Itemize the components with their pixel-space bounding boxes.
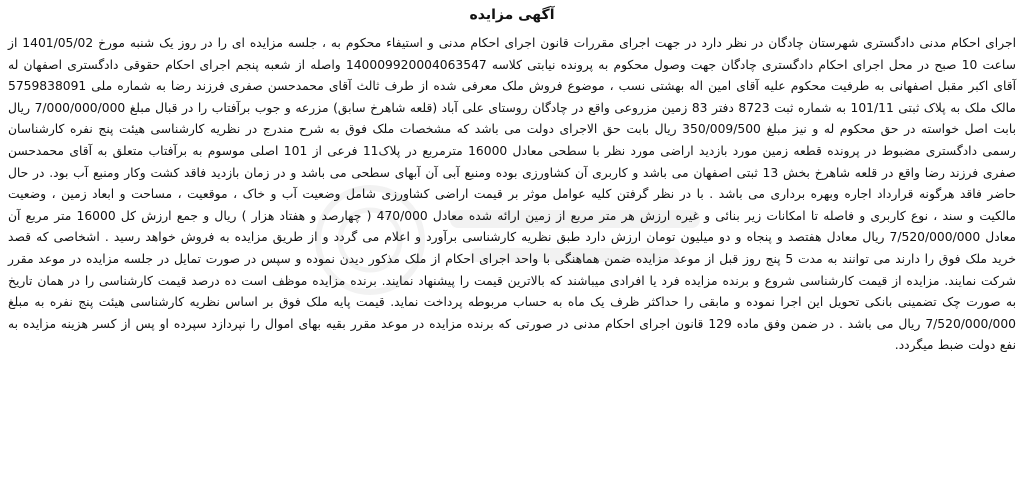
notice-body: اجرای احکام مدنی دادگستری شهرستان چادگان در نظر دارد در جهت اجرای مقررات قانون اجرای احکام مدنی و استیفاء محکوم به ، جلسه مزایده ای را در روز یک شنبه مورخ 1401/05/02 از ساعت 10 صبح در محل اجرای احکام دادگستری چادگان جهت وصول محکوم به پرونده نیابتی کلاسه 140009920004063547 واصله از شعبه پنجم اجرای احکام حقوقی دادگستری اصفهان له آقای اکبر مقبل اصفهانی به طرفیت محکوم علیه آقای امین اله بهشتی نسب ، موضوع فروش ملک معرفی شده از طرف ثالث آقای محمدحسن صفری فرزند رضا به شماره ملی 5759838091 مالک ملک به پلاک ثبتی 101/11 به شماره ثبت 8723 دفتر 83 زمین مزروعی واقع در چادگان روستای علی آباد (قلعه شاهرخ سابق) مزرعه و جوب برآفتاب را در قبال مبلغ 7/000/000/000 ریال بابت اصل خواسته در حق محکوم له و نیز مبلغ 350/009/500 ریال بابت حق الاجرای دولت می باشد که مشخصات ملک فوق به شرح مندرج در نظریه کارشناسی هیئت پنج نفره کارشناسان رسمی دادگستری مضبوط در پرونده قطعه زمین مورد بازدید اراضی مورد نظر با سطحی معادل 16000 مترمربع در پلاک11 فرعی از 101 اصلی موسوم به برآفتاب متعلق به آقای محمدحسن صفری فرزند رضا واقع در قلعه شاهرخ بخش 13 ثبتی اصفهان می باشد و کاربری آن کشاورزی بوده ومنبع آبی آن آبهای سطحی می باشد و در زمان بازدید فاقد کشت وکار ومنبع آب بود. در حال حاضر فاقد هرگونه قرارداد اجاره وبهره برداری می باشد . با در نظر گرفتن کلیه عوامل موثر بر قیمت اراضی کشاورزی شامل وضعیت آب و خاک ، موقعیت ، مساحت و ابعاد زمین ، وضعیت مالکیت و سند ، نوع کاربری و فاصله تا امکانات زیر بنائی و غیره ارزش هر متر مربع از زمین ارائه شده معادل 470/000 ( چهارصد و هفتاد هزار ) ریال و جمع ارزش کل 16000 متر مربع آن معادل 7/520/000/000 ریال معادل هفتصد و پنجاه و دو میلیون تومان ارزش دارد طبق نظریه کارشناسی برآورد و اعلام می گردد و از طریق مزایده به فروش خواهد رسید . اشخاصی که قصد خرید ملک فوق را دارند می توانند به مدت 5 پنج روز قبل از موعد مزایده ضمن هماهنگی با واحد اجرای احکام از ملک مذکور دیدن نموده و سپس در صورت تمایل در جلسه مزایده در موعد مقرر شرکت نمایند. مزایده از قیمت کارشناسی شروع و برنده مزایده فرد یا افرادی میباشند که بالاترین قیمت را پیشنهاد نمایند. برنده مزایده موظف است ده درصد قیمت کارشناسی را در همان تاریخ به صورت چک تضمینی بانکی تحویل این اجرا نموده و مابقی را حداکثر ظرف یک ماه به حساب مربوطه پرداخت نماید. قیمت پایه ملک فوق بر اساس نظریه کارشناسی هیئت پنج نفره به مبلغ 7/520/000/000 ریال می باشد . در ضمن وفق ماده 129 قانون اجرای احکام مدنی در صورتی که برنده مزایده در موعد مقرر بقیه بهای اموال را نپردازد سپرده او پس از کسر هزینه مزایده به نفع دولت ضبط میگردد. <box>8 36 1017 353</box>
notice-title: آگهی مزایده <box>469 7 555 23</box>
